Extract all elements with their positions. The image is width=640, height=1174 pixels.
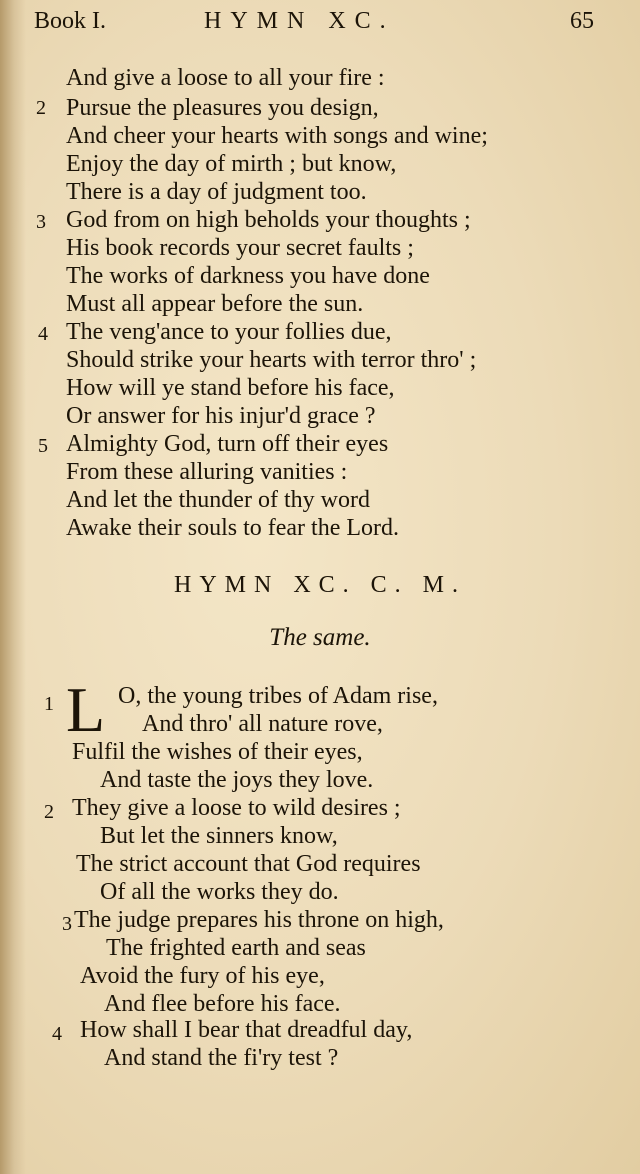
verse-line: Must all appear before the sun.	[66, 291, 364, 317]
verse-line: How shall I bear that dreadful day,	[80, 1017, 413, 1043]
verse-line: Of all the works they do.	[100, 879, 339, 905]
verse-line: But let the sinners know,	[100, 823, 338, 849]
verse-line: There is a day of judgment too.	[66, 179, 367, 205]
verse-line: The works of darkness you have done	[66, 263, 430, 289]
verse-line: O, the young tribes of Adam rise,	[118, 683, 438, 709]
page-number: 65	[570, 8, 594, 34]
stanza-number: 1	[44, 693, 54, 715]
drop-cap: L	[66, 674, 106, 745]
verse-line: And stand the fi'ry test ?	[104, 1045, 339, 1071]
stanza-number: 5	[38, 435, 48, 457]
verse-line: God from on high beholds your thoughts ;	[66, 207, 471, 233]
verse-line: The veng'ance to your follies due,	[66, 319, 392, 345]
hymn-heading: HYMN XC. C. M.	[173, 572, 467, 598]
verse-line: Avoid the fury of his eye,	[80, 963, 325, 989]
hymn-subtitle: The same.	[269, 624, 371, 651]
stanza-number: 2	[44, 801, 54, 823]
verse-line: And taste the joys they love.	[100, 767, 374, 793]
stanza-number: 3	[62, 913, 72, 935]
verse-line: Pursue the pleasures you design,	[66, 95, 379, 121]
verse-line: And let the thunder of thy word	[66, 487, 370, 513]
stanza-number: 4	[52, 1023, 62, 1045]
verse-line: His book records your secret faults ;	[66, 235, 414, 261]
verse-line: From these alluring vanities :	[66, 459, 348, 485]
stanza-number: 2	[36, 97, 46, 119]
book-label: Book I.	[34, 8, 106, 34]
verse-line: They give a loose to wild desires ;	[72, 795, 401, 821]
stanza-number: 3	[36, 211, 46, 233]
stanza-number: 4	[38, 323, 48, 345]
verse-line: Fulfil the wishes of their eyes,	[72, 739, 363, 765]
verse-line: Should strike your hearts with terror thro' ;	[66, 347, 477, 373]
page-header	[34, 8, 594, 40]
running-title: HYMN XC.	[204, 8, 395, 34]
verse-line: And flee before his face.	[104, 991, 341, 1017]
verse-line: And thro' all nature rove,	[142, 711, 383, 737]
verse-line: And give a loose to all your fire :	[66, 65, 385, 91]
verse-line: Awake their souls to fear the Lord.	[66, 515, 400, 541]
verse-line: The frighted earth and seas	[106, 935, 366, 961]
verse-line: And cheer your hearts with songs and wine;	[66, 123, 488, 149]
verse-line: The strict account that God requires	[76, 851, 421, 877]
verse-line: Or answer for his injur'd grace ?	[66, 403, 376, 429]
verse-line: Enjoy the day of mirth ; but know,	[66, 151, 397, 177]
verse-line: Almighty God, turn off their eyes	[66, 431, 389, 457]
verse-line: How will ye stand before his face,	[66, 375, 395, 401]
verse-line: The judge prepares his throne on high,	[74, 907, 444, 933]
